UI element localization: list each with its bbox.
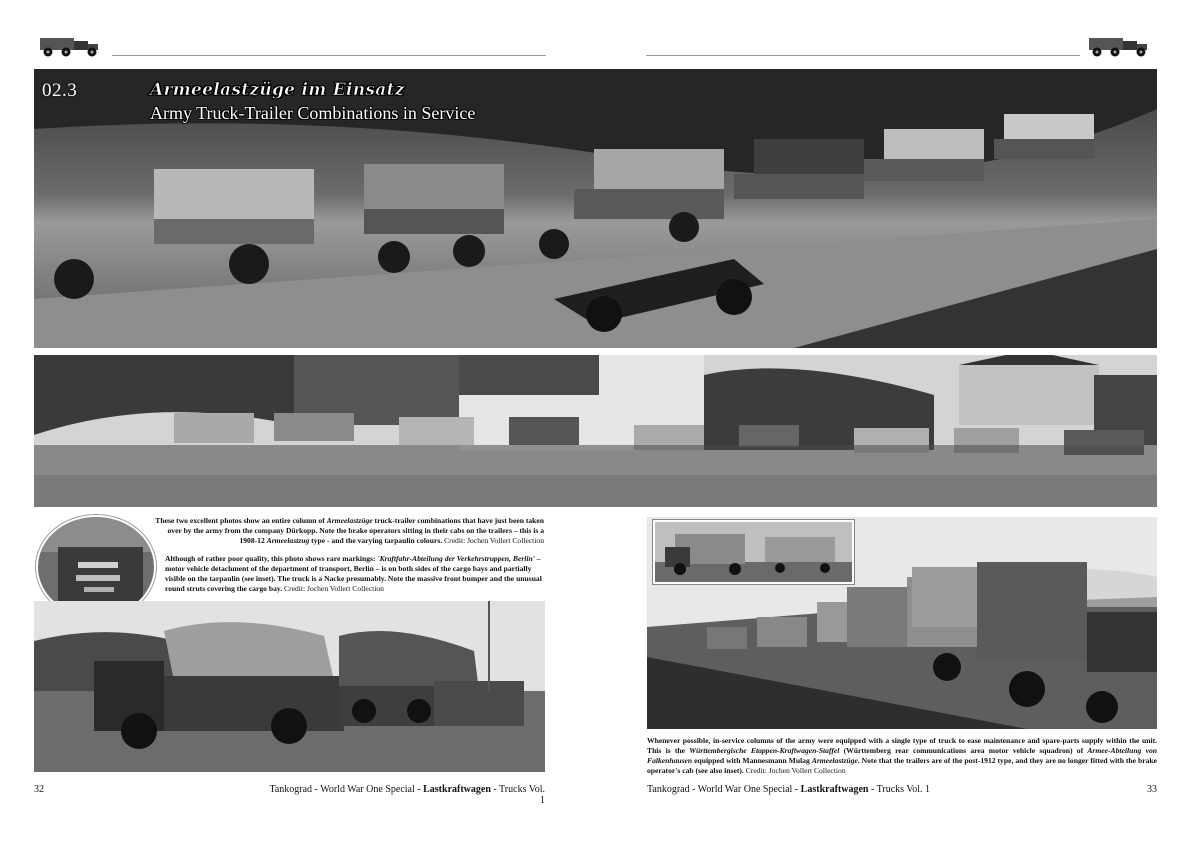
caption-truck-column: These two excellent photos show an entire column of Armeelastzüge truck-trailer combinations that have just been taken over by the army from the company Dürkopp. Note the brake operators sitting in their cabs on the trailers – this is a 1908-12 Armeelastzug type - and the varying tarpaulin colours. Credit: Jochen Vollert Collection bbox=[155, 516, 544, 546]
section-title-english: Army Truck-Trailer Combinations in Service bbox=[150, 103, 476, 123]
photo-truck-column-town bbox=[34, 355, 1157, 507]
credit: Credit: Jochen Vollert Collection bbox=[745, 766, 846, 776]
section-title-german: Armeelastzüge im Einsatz bbox=[150, 80, 405, 100]
caption-markings: Although of rather poor quality, this photo shows rare markings: 'Kraftfahr-Abteilung der Verkehrstruppen, Berlin' – motor vehicle detachment of the department of transport, Berlin – is on both sides of the cargo bays and partially visible on the tarpaulin (see inset). The truck is a Nacke presumably. Note the massive front bumper and the unusual round struts covering the cargo bay. Credit: Jochen Vollert Collection bbox=[165, 554, 542, 594]
running-footer-right: Tankograd - World War One Special - Lastkraftwagen - Trucks Vol. 1 bbox=[647, 784, 931, 795]
caption-mulag-column: Whenever possible, in-service columns of the army were equipped with a single type of truck to ease maintenance and spare-parts supply within the unit. This is the Württembergische Etappen-Kraftwagen-Staffel (Württemberg rear communications area motor vehicle squadron) of Armee-Abteilung von Falkenhausen equipped with Mannesmann Mulag Armeelastzüge. Note that the trailers are of the post-1912 type, and they are no longer fitted with the brake operator's cab (see also inset). Credit: Jochen Vollert Collection bbox=[647, 736, 1157, 776]
inset-photo-mulag-truck bbox=[653, 520, 854, 584]
page-number-right: 33 bbox=[1147, 784, 1157, 795]
header-rule-right bbox=[646, 55, 1080, 56]
page-number-left: 32 bbox=[34, 784, 44, 795]
section-number: 02.3 bbox=[42, 80, 78, 101]
running-footer-left: Tankograd - World War One Special - Lastkraftwagen - Trucks Vol. 1 bbox=[269, 784, 545, 806]
photo-nacke-truck-mud bbox=[34, 601, 545, 772]
credit: Credit: Jochen Vollert Collection bbox=[284, 584, 384, 594]
credit: Credit: Jochen Vollert Collection bbox=[444, 536, 544, 546]
header-rule-left bbox=[112, 55, 546, 56]
header-truck-icon-right bbox=[1085, 32, 1155, 58]
header-truck-icon-left bbox=[36, 32, 106, 58]
